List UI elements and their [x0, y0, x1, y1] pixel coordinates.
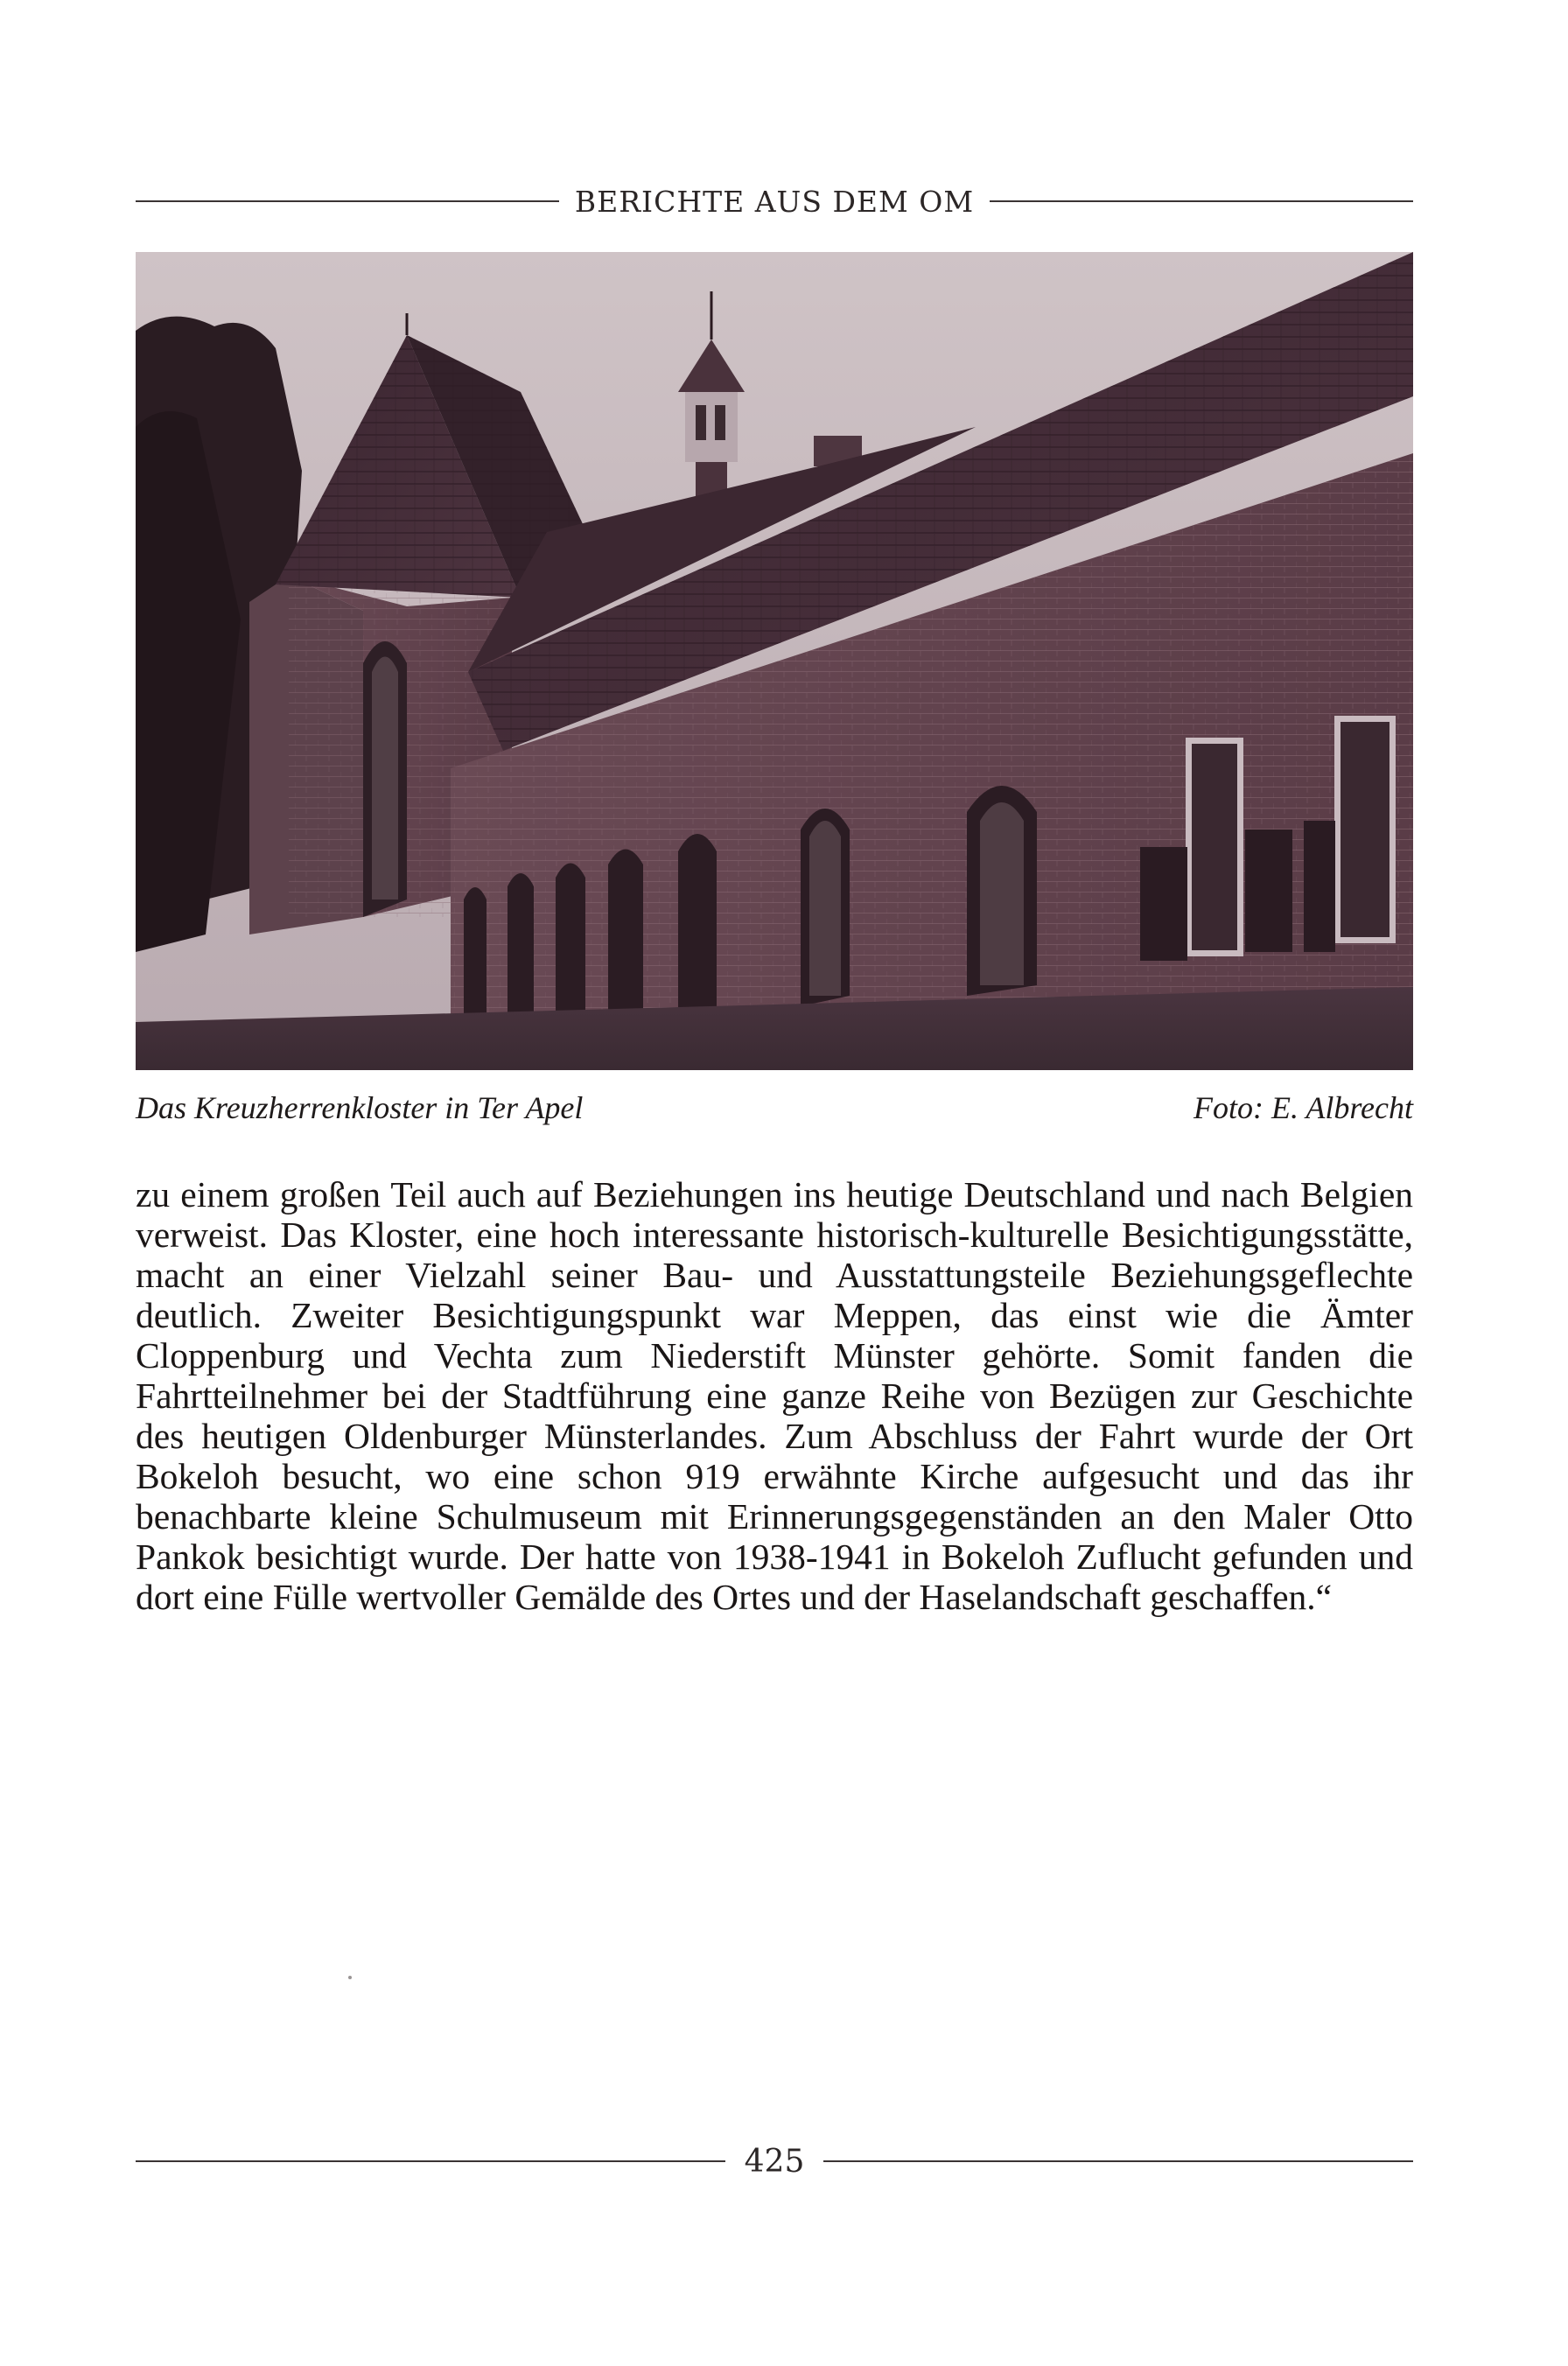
running-title: BERICHTE AUS DEM OM: [574, 184, 975, 219]
footer-rule-right: [823, 2160, 1413, 2162]
running-header: [136, 175, 1413, 228]
header-rule-left: [136, 200, 559, 202]
caption-photo-credit: Foto: E. Albrecht: [1194, 1090, 1413, 1125]
body-paragraph: zu einem großen Teil auch auf Beziehungen ins heutige Deutschland und nach Belgien verweist. Das Kloster, eine hoch interessante historisch-kulturelle Besichtigungsstätte, macht an einer Vielzahl seiner Bau- und Ausstattungsteile Beziehungsgeflechte deutlich. Zweiter Besichtigungspunkt war Meppen, das einst wie die Ämter Cloppenburg und Vechta zum Niederstift Münster gehörte. Somit fanden die Fahrtteilnehmer bei der Stadtführung eine ganze Reihe von Bezügen zur Geschichte des heutigen Oldenburger Münsterlandes. Zum Abschluss der Fahrt wurde der Ort Bokeloh besucht, wo eine schon 919 erwähnte Kirche aufgesucht und das ihr benachbarte kleine Schulmuseum mit Erinnerungsgegenständen an den Maler Otto Pankok besichtigt wurde. Der hatte von 1938-1941 in Bokeloh Zuflucht gefunden und dort eine Fülle wertvoller Gemälde des Ortes und der Haselandschaft geschaffen.“: [136, 1174, 1413, 1617]
figure-caption: [136, 1089, 1413, 1133]
caption-title: Das Kreuzherrenkloster in Ter Apel: [136, 1090, 584, 1125]
header-rule-right: [990, 200, 1413, 202]
footer-rule-left: [136, 2160, 725, 2162]
monastery-photo: [136, 252, 1413, 1070]
page-number: 425: [744, 2143, 805, 2180]
page-footer: [136, 2135, 1413, 2188]
scan-speck: [348, 1976, 352, 1979]
